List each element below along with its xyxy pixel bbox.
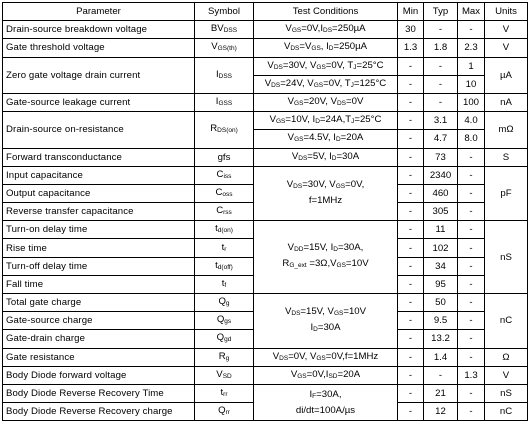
min-cell: - — [398, 312, 424, 330]
min-cell: 1.3 — [398, 39, 424, 57]
min-cell: - — [398, 239, 424, 257]
param-cell: Zero gate voltage drain current — [3, 57, 195, 93]
typ-cell: 11 — [424, 221, 458, 239]
typ-cell: 460 — [424, 184, 458, 202]
unit-cell: V — [485, 39, 528, 57]
table-row — [3, 384, 528, 402]
param-cell: Body Diode forward voltage — [3, 366, 195, 384]
symbol-cell: tr — [195, 239, 254, 257]
unit-cell: mΩ — [485, 112, 528, 148]
unit-cell: nA — [485, 93, 528, 111]
max-cell: - — [458, 348, 485, 366]
typ-cell: - — [424, 93, 458, 111]
min-cell: - — [398, 403, 424, 421]
header-conditions: Test Conditions — [254, 3, 398, 21]
param-cell: Turn-off delay time — [3, 257, 195, 275]
symbol-cell: td(on) — [195, 221, 254, 239]
condition-cell: VGS=4.5V, ID=20A — [254, 130, 398, 148]
condition-cell: VDD=15V, ID=30A, RG_ext =3Ω,VGS=10V — [254, 221, 398, 294]
typ-cell: 95 — [424, 275, 458, 293]
typ-cell: 13.2 — [424, 330, 458, 348]
typ-cell: 4.7 — [424, 130, 458, 148]
typ-cell: 3.1 — [424, 112, 458, 130]
typ-cell: 12 — [424, 403, 458, 421]
max-cell: - — [458, 257, 485, 275]
typ-cell: - — [424, 21, 458, 39]
typ-cell: - — [424, 57, 458, 75]
param-cell: Body Diode Reverse Recovery Time — [3, 384, 195, 402]
condition-cell: VDS=0V, VGS=0V,f=1MHz — [254, 348, 398, 366]
unit-cell: V — [485, 21, 528, 39]
typ-cell: 50 — [424, 294, 458, 312]
param-cell: Gate-source leakage current — [3, 93, 195, 111]
symbol-cell: Ciss — [195, 166, 254, 184]
min-cell: - — [398, 348, 424, 366]
param-cell: Gate-source charge — [3, 312, 195, 330]
symbol-cell: RDS(on) — [195, 112, 254, 148]
symbol-cell: tf — [195, 275, 254, 293]
param-cell: Reverse transfer capacitance — [3, 203, 195, 221]
max-cell: - — [458, 403, 485, 421]
max-cell: 100 — [458, 93, 485, 111]
table-row — [3, 39, 528, 57]
symbol-cell: VGS(th) — [195, 39, 254, 57]
typ-cell: - — [424, 366, 458, 384]
table-row — [3, 221, 528, 239]
param-cell: Gate-drain charge — [3, 330, 195, 348]
header-units: Units — [485, 3, 528, 21]
max-cell: - — [458, 239, 485, 257]
min-cell: - — [398, 112, 424, 130]
table-row — [3, 21, 528, 39]
condition-cell: VGS=0V,IDS=250µA — [254, 21, 398, 39]
param-cell: Total gate charge — [3, 294, 195, 312]
param-cell: Drain-source on-resistance — [3, 112, 195, 148]
condition-cell: VDS=30V, VGS=0V, f=1MHz — [254, 166, 398, 221]
unit-cell: Ω — [485, 348, 528, 366]
symbol-cell: trr — [195, 384, 254, 402]
symbol-cell: td(off) — [195, 257, 254, 275]
table-row — [3, 57, 528, 75]
symbol-cell: gfs — [195, 148, 254, 166]
condition-cell: VDS=30V, VGS=0V, TJ=25°C — [254, 57, 398, 75]
header-symbol: Symbol — [195, 3, 254, 21]
typ-cell: 305 — [424, 203, 458, 221]
header-parameter: Parameter — [3, 3, 195, 21]
max-cell: 4.0 — [458, 112, 485, 130]
param-cell: Gate resistance — [3, 348, 195, 366]
symbol-cell: Qg — [195, 294, 254, 312]
unit-cell: nC — [485, 294, 528, 349]
symbol-cell: Crss — [195, 203, 254, 221]
unit-cell: nS — [485, 384, 528, 402]
condition-cell: IF=30A, di/dt=100A/µs — [254, 384, 398, 420]
min-cell: - — [398, 75, 424, 93]
max-cell: 8.0 — [458, 130, 485, 148]
typ-cell: 2340 — [424, 166, 458, 184]
typ-cell: 1.8 — [424, 39, 458, 57]
min-cell: - — [398, 130, 424, 148]
table-row — [3, 366, 528, 384]
unit-cell: nS — [485, 221, 528, 294]
max-cell: - — [458, 312, 485, 330]
condition-cell: VGS=0V,ISD=20A — [254, 366, 398, 384]
param-cell: Gate threshold voltage — [3, 39, 195, 57]
typ-cell: 34 — [424, 257, 458, 275]
param-cell: Fall time — [3, 275, 195, 293]
max-cell: 10 — [458, 75, 485, 93]
unit-cell: V — [485, 366, 528, 384]
condition-cell: VDS=VGS, ID=250µA — [254, 39, 398, 57]
min-cell: - — [398, 330, 424, 348]
max-cell: - — [458, 384, 485, 402]
max-cell: - — [458, 21, 485, 39]
max-cell: - — [458, 148, 485, 166]
max-cell: - — [458, 221, 485, 239]
max-cell: - — [458, 166, 485, 184]
typ-cell: 9.5 — [424, 312, 458, 330]
min-cell: - — [398, 275, 424, 293]
symbol-cell: IDSS — [195, 57, 254, 93]
condition-cell: VDS=15V, VGS=10V ID=30A — [254, 294, 398, 349]
min-cell: - — [398, 203, 424, 221]
typ-cell: 73 — [424, 148, 458, 166]
unit-cell: pF — [485, 166, 528, 221]
min-cell: - — [398, 366, 424, 384]
min-cell: - — [398, 57, 424, 75]
table-row — [3, 148, 528, 166]
symbol-cell: VSD — [195, 366, 254, 384]
symbol-cell: Qrr — [195, 403, 254, 421]
max-cell: - — [458, 184, 485, 202]
param-cell: Output capacitance — [3, 184, 195, 202]
min-cell: - — [398, 294, 424, 312]
symbol-cell: Coss — [195, 184, 254, 202]
max-cell: - — [458, 275, 485, 293]
header-typ: Typ — [424, 3, 458, 21]
max-cell: - — [458, 294, 485, 312]
symbol-cell: Qgs — [195, 312, 254, 330]
symbol-cell: Rg — [195, 348, 254, 366]
max-cell: - — [458, 330, 485, 348]
unit-cell: S — [485, 148, 528, 166]
condition-cell: VDS=5V, ID=30A — [254, 148, 398, 166]
condition-cell: VGS=20V, VDS=0V — [254, 93, 398, 111]
header-min: Min — [398, 3, 424, 21]
typ-cell: - — [424, 75, 458, 93]
min-cell: - — [398, 93, 424, 111]
condition-cell: VDS=24V, VGS=0V, TJ=125°C — [254, 75, 398, 93]
param-cell: Forward transconductance — [3, 148, 195, 166]
typ-cell: 21 — [424, 384, 458, 402]
param-cell: Input capacitance — [3, 166, 195, 184]
condition-cell: VGS=10V, ID=24A,TJ=25°C — [254, 112, 398, 130]
min-cell: - — [398, 148, 424, 166]
table-row — [3, 112, 528, 130]
min-cell: - — [398, 184, 424, 202]
max-cell: 1 — [458, 57, 485, 75]
electrical-characteristics-table — [2, 2, 528, 421]
param-cell: Body Diode Reverse Recovery charge — [3, 403, 195, 421]
symbol-cell: IGSS — [195, 93, 254, 111]
unit-cell: µA — [485, 57, 528, 93]
min-cell: 30 — [398, 21, 424, 39]
max-cell: 1.3 — [458, 366, 485, 384]
typ-cell: 1.4 — [424, 348, 458, 366]
min-cell: - — [398, 257, 424, 275]
table-row — [3, 166, 528, 184]
typ-cell: 102 — [424, 239, 458, 257]
param-cell: Drain-source breakdown voltage — [3, 21, 195, 39]
table-row — [3, 294, 528, 312]
spec-table-container — [2, 2, 528, 421]
unit-cell: nC — [485, 403, 528, 421]
max-cell: - — [458, 203, 485, 221]
min-cell: - — [398, 166, 424, 184]
header-max: Max — [458, 3, 485, 21]
param-cell: Rise time — [3, 239, 195, 257]
table-row — [3, 348, 528, 366]
table-row — [3, 93, 528, 111]
symbol-cell: BVDSS — [195, 21, 254, 39]
max-cell: 2.3 — [458, 39, 485, 57]
symbol-cell: Qgd — [195, 330, 254, 348]
param-cell: Turn-on delay time — [3, 221, 195, 239]
header-row — [3, 3, 528, 21]
min-cell: - — [398, 384, 424, 402]
min-cell: - — [398, 221, 424, 239]
